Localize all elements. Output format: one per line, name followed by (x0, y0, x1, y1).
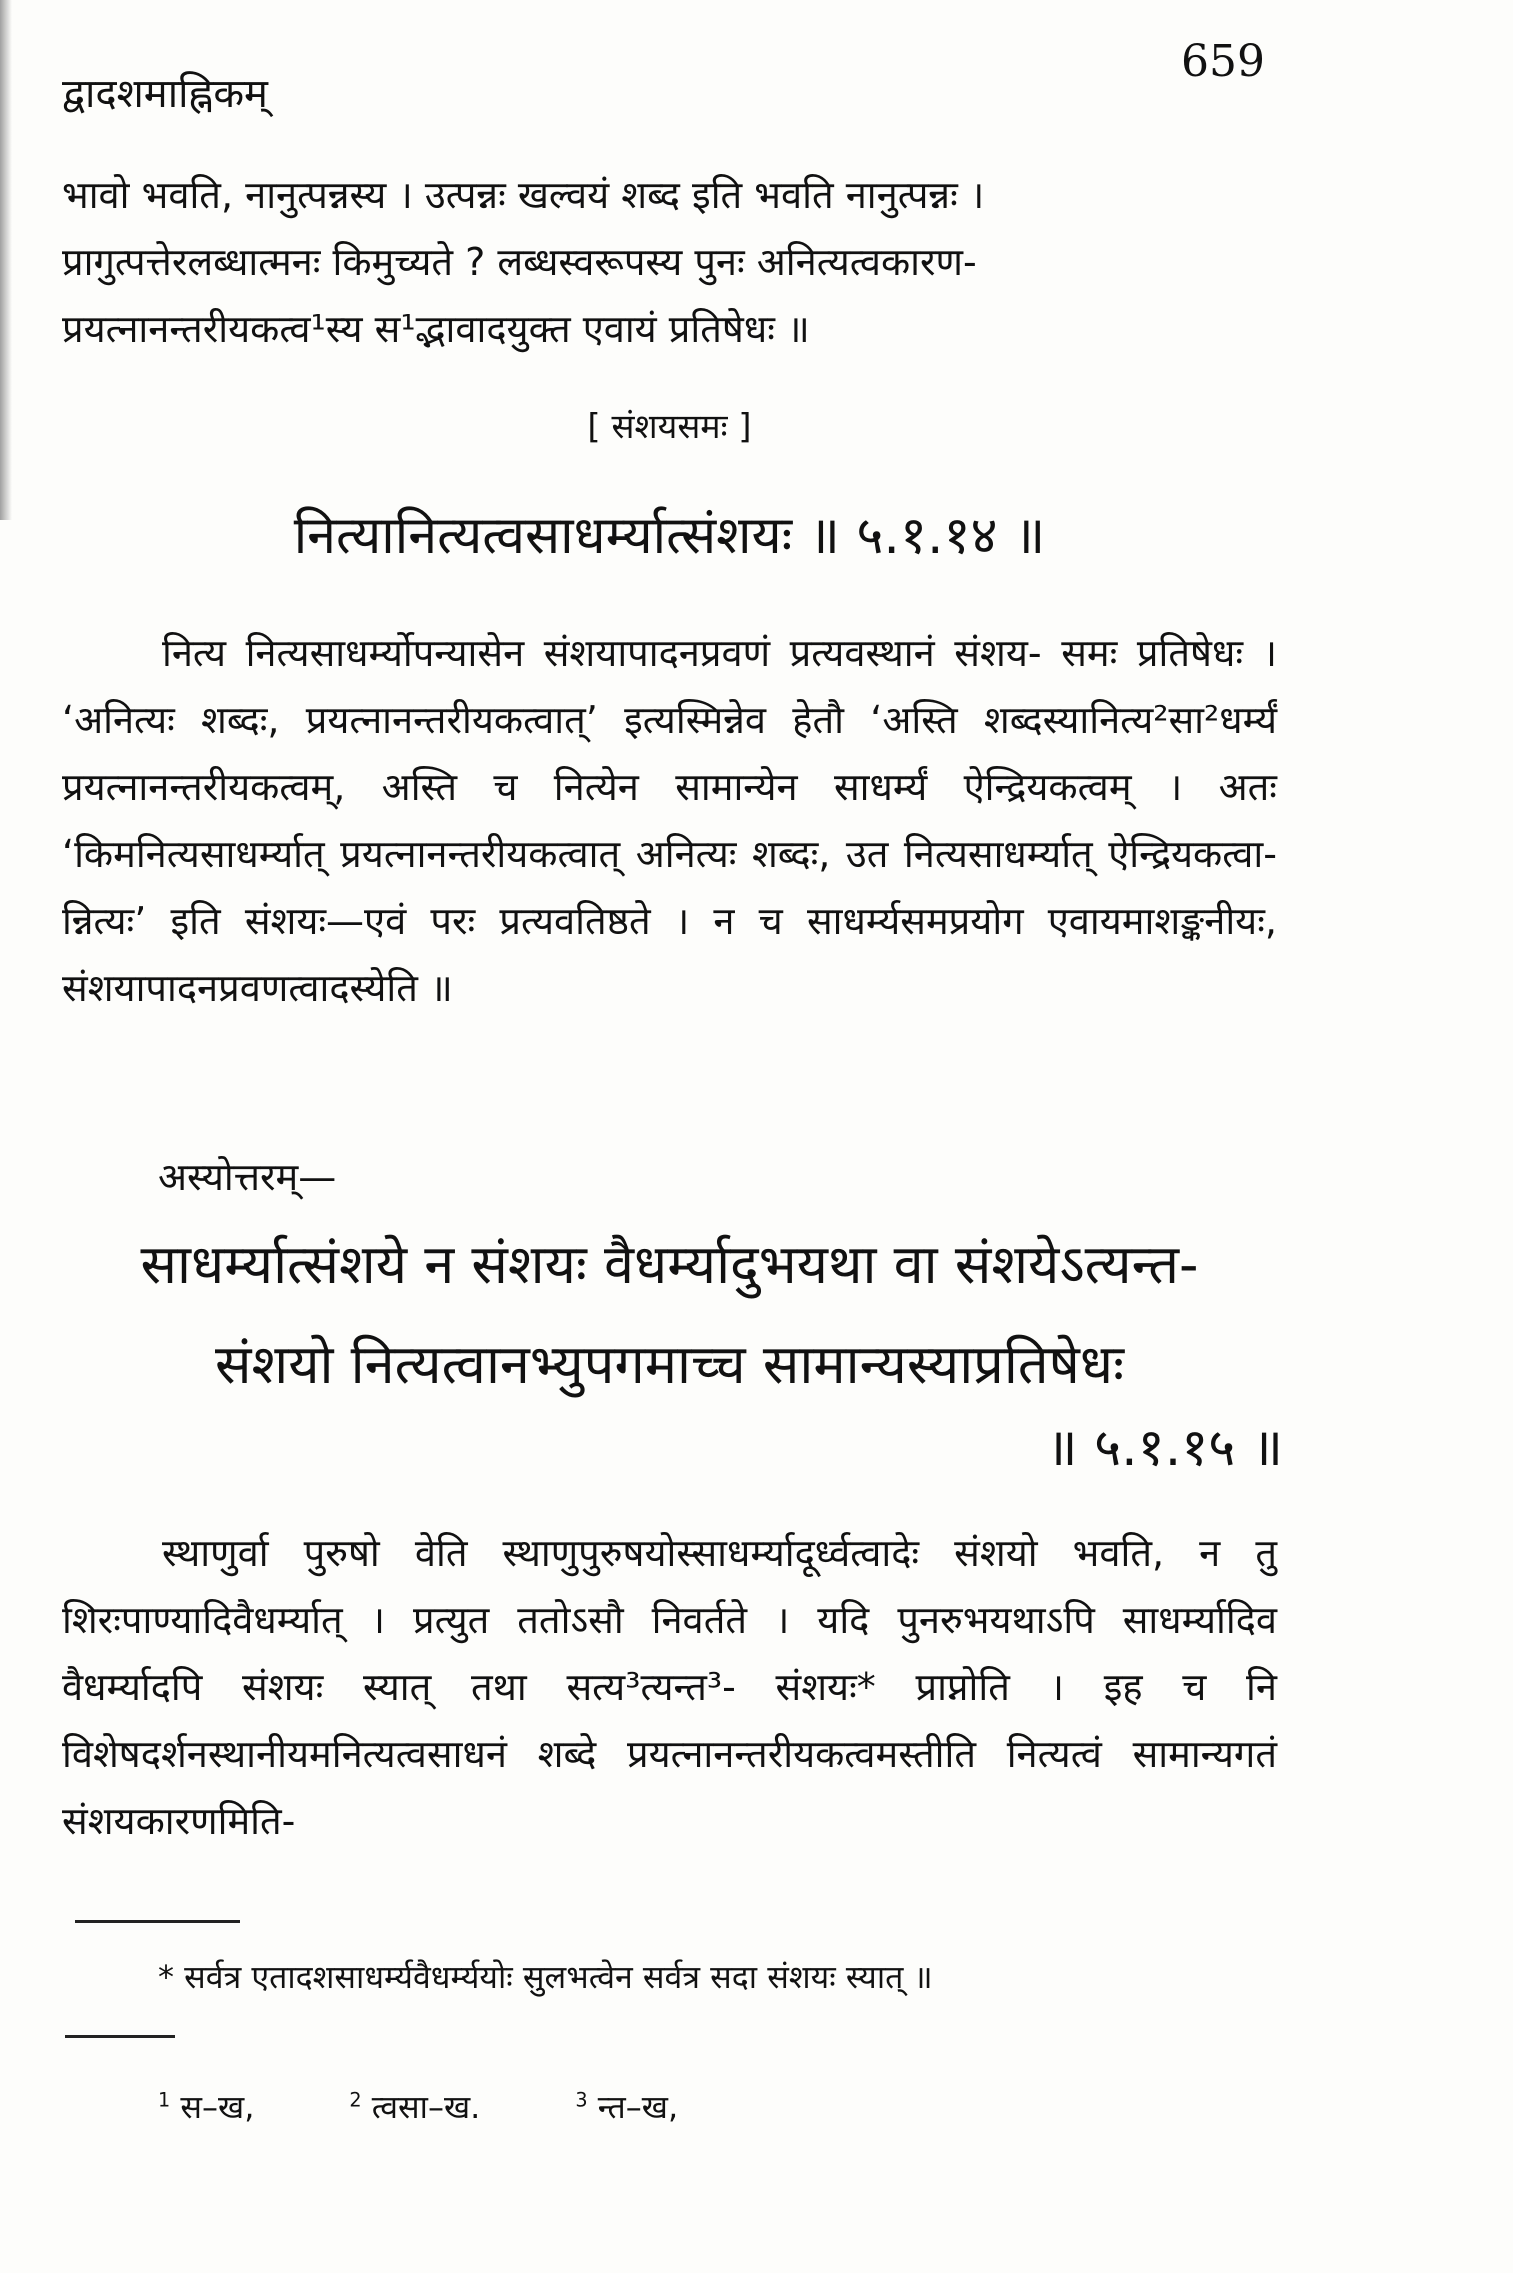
text-line: पुनरुभयथाऽपि साधर्म्यादिव वैधर्म्यादपि संशयः स्यात् तथा सत्य³त्यन्त³- (62, 1598, 1278, 1709)
footnote-item (349, 2085, 480, 2128)
footnote-text: न्त–ख, (597, 2088, 679, 2126)
footnote-number: 3 (575, 2088, 588, 2112)
text-line: हेतौ ‘अस्ति शब्दस्यानित्य²सा²धर्म्यं प्रयत्नानन्तरीयकत्वम्, अस्ति च (62, 698, 1277, 809)
answer-lead: अस्योत्तरम्— (158, 1155, 337, 1199)
paragraph-bottom (62, 1520, 1277, 1855)
page-number: 659 (1181, 36, 1265, 87)
text-line: संशयः* प्राप्नोति । इह च नि विशेषदर्शनस्थानीयमनित्यत्वसाधनं शब्दे (62, 1665, 1277, 1776)
text-line: भावो भवति, नानुत्पन्नस्य । उत्पन्नः खल्वयं शब्द इति भवति नानुत्पन्नः । (62, 173, 985, 217)
footnote-divider (75, 1920, 240, 1923)
footnote-item (575, 2085, 678, 2128)
text-line: समः प्रतिषेधः । ‘अनित्यः शब्दः, प्रयत्नानन्तरीयकत्वात्’ इत्यस्मिन्नेव (62, 631, 1277, 742)
paragraph-top (62, 162, 1277, 363)
footnote-star: * सर्वत्र एतादशसाधर्म्यवैधर्म्ययोः सुलभत्वेन सर्वत्र सदा संशयः स्यात् ॥ (158, 1958, 933, 1996)
text-line: प्रयत्नानन्तरीयकत्व¹स्य स¹द्भावादयुक्त एवायं प्रतिषेधः ॥ (62, 307, 810, 351)
running-header: द्वादशमाह्निकम् (62, 71, 268, 117)
sutra-line: संशयो नित्यत्वानभ्युपगमाच्च सामान्यस्याप्रतिषेधः (214, 1333, 1125, 1396)
text-line: प्रयत्नानन्तरीयकत्वात् अनित्यः शब्दः, उत नित्यसाधर्म्यात् ऐन्द्रियकत्वा- (340, 832, 1277, 876)
footnote-text: त्वसा–ख. (371, 2088, 481, 2126)
footnote-item (158, 2085, 254, 2128)
text-line: प्रयत्नानन्तरीयकत्वमस्तीति नित्यत्वं सामान्यगतं संशयकारणमिति- (62, 1732, 1277, 1843)
footnote-list (158, 2085, 678, 2128)
footnote-text: स–ख, (180, 2088, 255, 2126)
paragraph-middle (62, 620, 1277, 1022)
footnote-divider (65, 2035, 175, 2038)
sutra-line: साधर्म्यात्संशये न संशयः वैधर्म्यादुभयथा वा संशयेऽत्यन्त- (140, 1233, 1199, 1296)
sutra-heading: नित्यानित्यत्वसाधर्म्यात्संशयः ॥ ५.१.१४ ॥ (293, 506, 1046, 566)
footnote-number: 1 (158, 2088, 171, 2112)
text-line: न्नित्यः’ इति संशयः—एवं परः प्रत्यवतिष्ठते । न च साधर्म्यसमप्रयोग (62, 899, 1024, 943)
sutra-number: ॥ ५.१.१५ ॥ (1046, 1418, 1283, 1478)
text-line: नित्येन सामान्येन साधर्म्यं ऐन्द्रियकत्वम् । अतः ‘किमनित्यसाधर्म्यात् (62, 765, 1277, 876)
text-line: नित्य नित्यसाधर्म्योपन्यासेन संशयापादनप्रवणं प्रत्यवस्थानं संशय- (162, 631, 1042, 675)
text-line: एवायमाशङ्कनीयः, संशयापादनप्रवणत्वादस्येति ॥ (62, 899, 1277, 1010)
sutra-heading-2 (62, 1215, 1277, 1415)
footnote-number: 2 (349, 2088, 362, 2112)
text-line: भवति, न तु शिरःपाण्यादिवैधर्म्यात् । प्रत्युत ततोऽसौ निवर्तते । यदि (62, 1531, 1277, 1642)
section-label: [ संशयसमः ] (587, 407, 752, 447)
text-line: स्थाणुर्वा पुरुषो वेति स्थाणुपुरुषयोस्साधर्म्यादूर्ध्वत्वादेः संशयो (162, 1531, 1038, 1575)
scan-edge-shadow (0, 0, 12, 520)
text-line: प्रागुत्पत्तेरलब्धात्मनः किमुच्यते ? लब्धस्वरूपस्य पुनः अनित्यत्वकारण- (62, 240, 977, 284)
